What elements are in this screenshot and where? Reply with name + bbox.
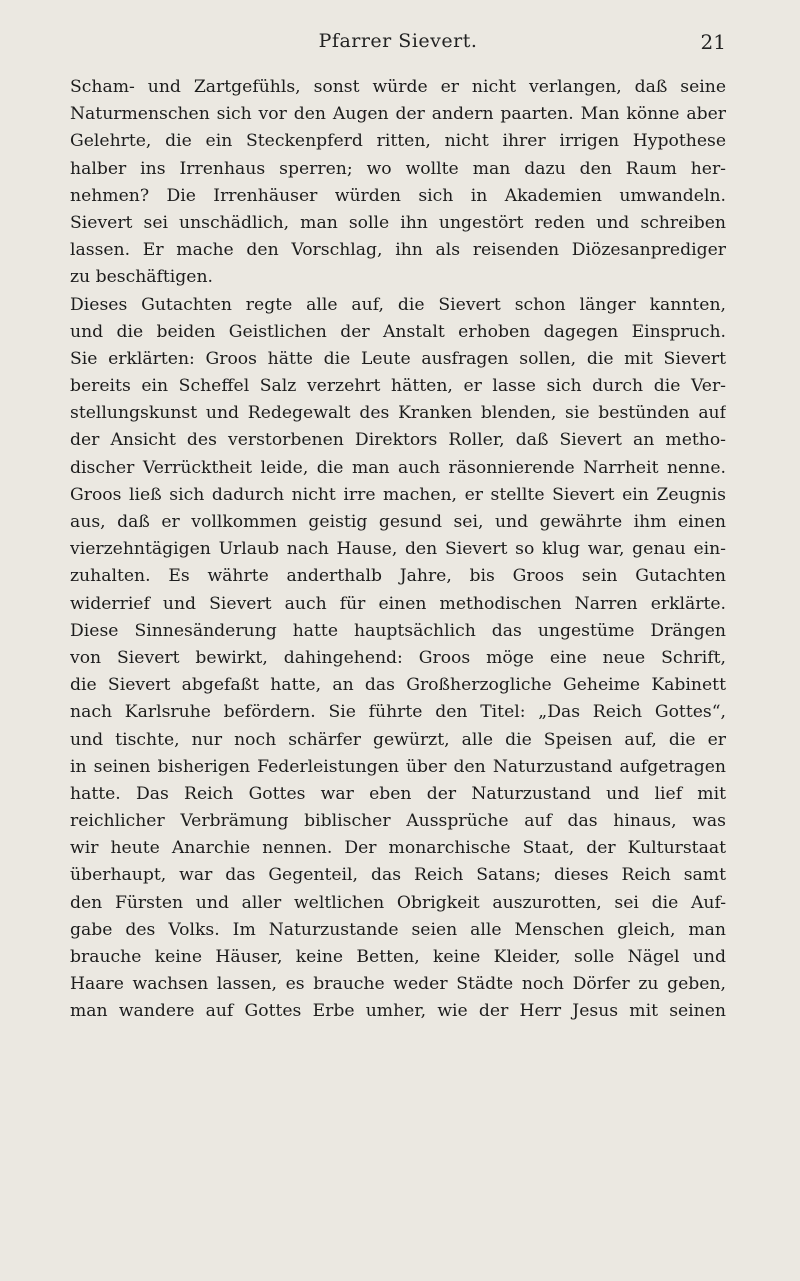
text-line: Diese Sinnesänderung hatte hauptsächlich das ungestüme Drängen (70, 620, 726, 641)
text-line: in seinen bisherigen Federleistungen über den Naturzustand aufgetragen (70, 756, 726, 777)
text-line: stellungskunst und Redegewalt des Kranken blenden, sie bestünden auf (70, 403, 726, 424)
text-line: den Fürsten und aller weltlichen Obrigkeit auszurotten, sei die Auf- (70, 892, 726, 913)
text-line: Groos ließ sich dadurch nicht irre machen, er stellte Sievert ein Zeugnis (70, 484, 726, 505)
text-line: man wandere auf Gottes Erbe umher, wie der Herr Jesus mit seinen (70, 1001, 726, 1022)
page-header (70, 30, 726, 60)
text-line: gabe des Volks. Im Naturzustande seien alle Menschen gleich, man (70, 919, 726, 940)
text-line: nehmen? Die Irrenhäuser würden sich in Akademien umwandeln. (70, 185, 726, 206)
text-line: Gelehrte, die ein Steckenpferd ritten, nicht ihrer irrigen Hypothese (70, 131, 726, 152)
text-line: vierzehntägigen Urlaub nach Hause, den Sievert so klug war, genau ein- (70, 539, 726, 560)
text-line: brauche keine Häuser, keine Betten, keine Kleider, solle Nägel und (70, 947, 726, 967)
text-line: wir heute Anarchie nennen. Der monarchische Staat, der Kulturstaat (70, 838, 726, 859)
text-line: Sie erklärten: Groos hätte die Leute ausfragen sollen, die mit Sievert (70, 348, 726, 369)
text-line: reichlicher Verbrämung biblischer Aussprüche auf das hinaus, was (70, 811, 726, 832)
text-line: der Ansicht des verstorbenen Direktors Roller, daß Sievert an metho- (70, 430, 726, 451)
text-line: die Sievert abgefaßt hatte, an das Großherzogliche Geheime Kabinett (70, 675, 726, 696)
page-number: 21 (700, 30, 726, 54)
running-head: Pfarrer Sievert. (318, 30, 478, 52)
text-line: und tischte, nur noch schärfer gewürzt, alle die Speisen auf, die er (70, 729, 726, 750)
text-line: überhaupt, war das Gegenteil, das Reich Satans; dieses Reich samt (70, 865, 726, 886)
text-line: Naturmenschen sich vor den Augen der andern paarten. Man könne aber (70, 104, 726, 125)
text-line: nach Karlsruhe befördern. Sie führte den Titel: „Das Reich Gottes“, (70, 702, 726, 723)
text-line: halber ins Irrenhaus sperren; wo wollte man dazu den Raum her- (70, 158, 726, 179)
text-line: hatte. Das Reich Gottes war eben der Naturzustand und lief mit (70, 783, 726, 804)
text-line: zuhalten. Es währte anderthalb Jahre, bis Groos sein Gutachten (70, 566, 726, 587)
text-line: widerrief und Sievert auch für einen methodischen Narren erklärte. (70, 593, 726, 614)
text-line: bereits ein Scheffel Salz verzehrt hätten, er lasse sich durch die Ver- (70, 376, 726, 397)
text-line: und die beiden Geistlichen der Anstalt erhoben dagegen Einspruch. (70, 321, 726, 342)
text-line: Sievert sei unschädlich, man solle ihn ungestört reden und schreiben (70, 212, 726, 233)
text-line: lassen. Er mache den Vorschlag, ihn als reisenden Diözesanprediger (70, 240, 726, 261)
text-line: von Sievert bewirkt, dahingehend: Groos möge eine neue Schrift, (70, 647, 726, 668)
body-text (70, 74, 726, 1026)
text-line: zu beschäftigen. (70, 267, 213, 288)
text-line: aus, daß er vollkommen geistig gesund sei, und gewährte ihm einen (70, 512, 726, 532)
text-line: Dieses Gutachten regte alle auf, die Sievert schon länger kannten, (70, 294, 726, 315)
text-line: Haare wachsen lassen, es brauche weder Städte noch Dörfer zu geben, (70, 974, 726, 995)
text-line: Scham- und Zartgefühls, sonst würde er nicht verlangen, daß seine (70, 77, 726, 97)
text-line: discher Verrücktheit leide, die man auch räsonnierende Narrheit nenne. (70, 457, 726, 478)
